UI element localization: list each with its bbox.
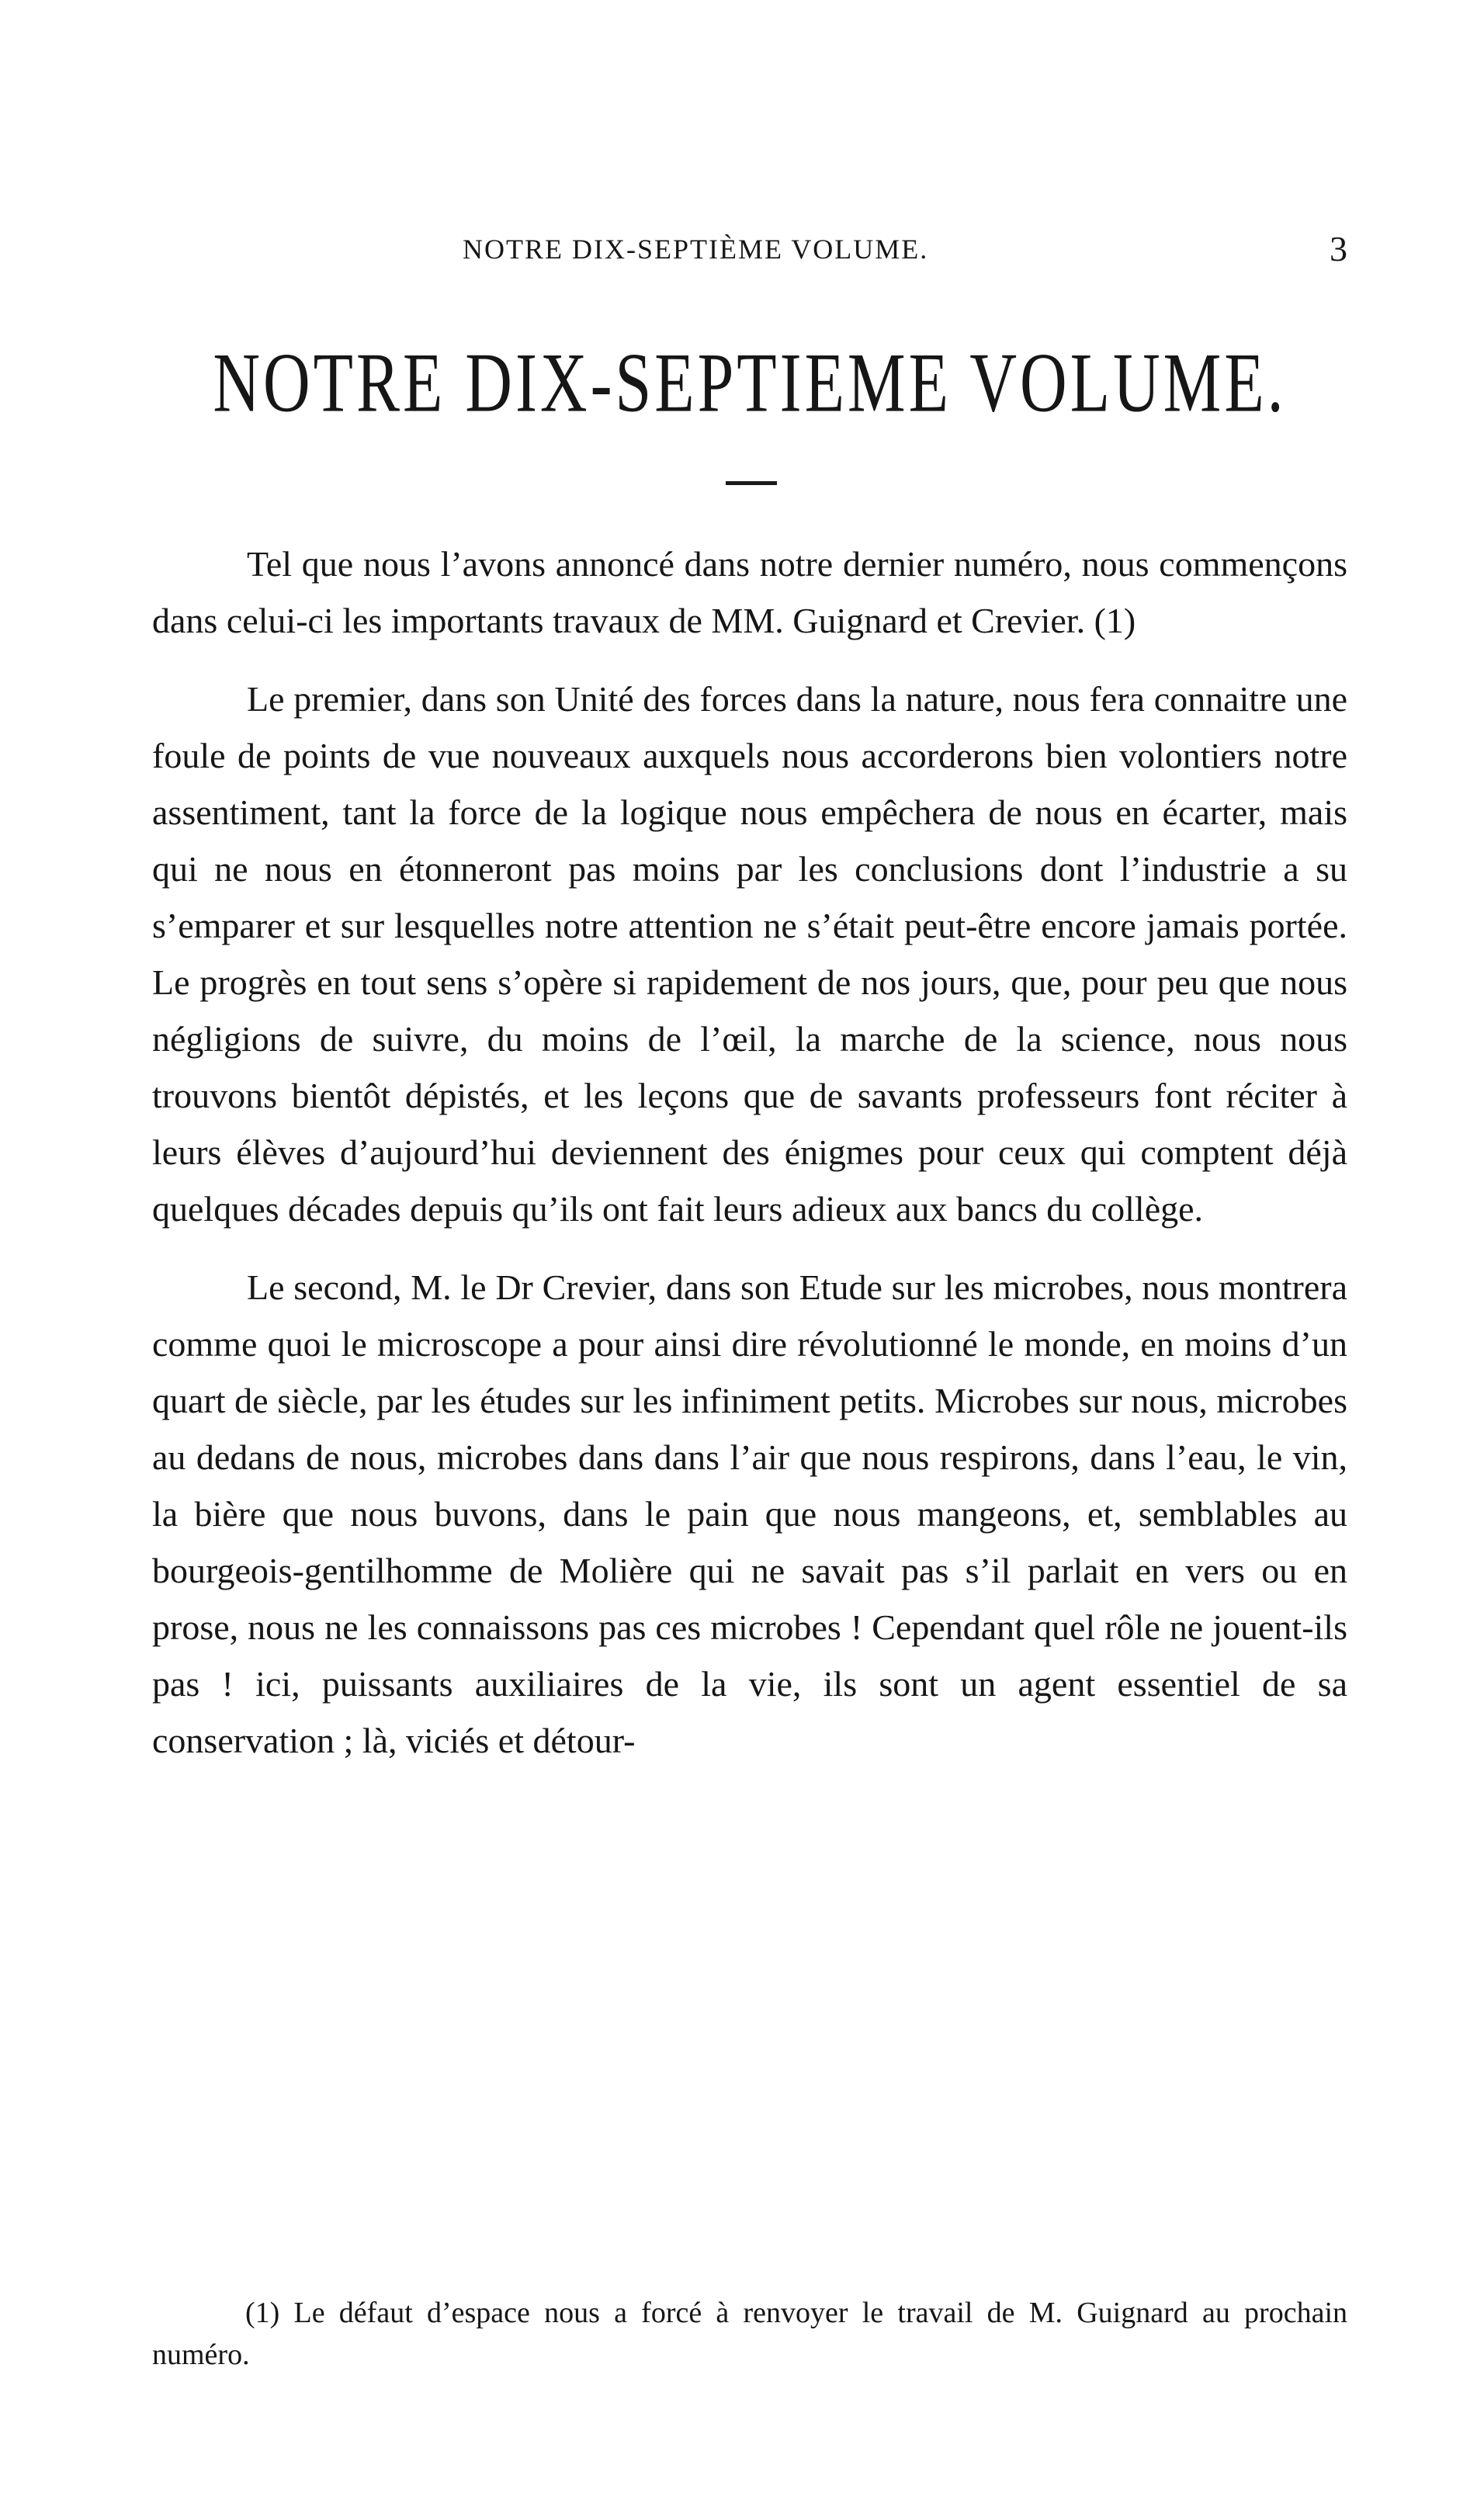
running-head-title: NOTRE DIX-SEPTIÈME VOLUME. <box>463 234 929 265</box>
running-head <box>152 229 1347 279</box>
paragraph-1: Tel que nous l’avons annoncé dans notre dernier numéro, nous commençons dans celui-ci les importants travaux de MM. Guignard et Crevier. (1) <box>152 544 1347 640</box>
title-rule <box>726 481 777 485</box>
paragraph-2: Le premier, dans son Unité des forces dans la nature, nous fera connaitre une foule de points de vue nouveaux auxquels nous accorderons bien volontiers notre assentiment, tant la force de la logique nous empêchera de nous en écarter, mais qui ne nous en étonneront pas moins par les conclusions dont l’industrie a su s’emparer et sur lesquelles notre attention ne s’était peut-être encore jamais portée. Le progrès en tout sens s’opère si rapidement de nos jours, que, pour peu que nous négligions de suivre, du moins de l’œil, la marche de la science, nous nous trouvons bientôt dépistés, et les leçons que de savants professeurs font réciter à leurs élèves d’aujourd’hui deviennent des énigmes pour ceux qui comptent déjà quelques décades depuis qu’ils ont fait leurs adieux aux bancs du collège. <box>152 679 1347 1229</box>
page-number: 3 <box>1330 229 1347 269</box>
footnote: (1) Le défaut d’espace nous a forcé à renvoyer le travail de M. Guignard au prochain numéro. <box>152 2297 1347 2371</box>
article-title: NOTRE DIX-SEPTIEME VOLUME. <box>213 336 1287 431</box>
paragraph-3: Le second, M. le Dr Crevier, dans son Etude sur les microbes, nous montrera comme quoi le microscope a pour ainsi dire révolutionné le monde, en moins d’un quart de siècle, par les études sur les infiniment petits. Microbes sur nous, microbes au dedans de nous, microbes dans dans l’air que nous respirons, dans l’eau, le vin, la bière que nous buvons, dans le pain que nous mangeons, et, semblables au bourgeois-gentilhomme de Molière qui ne savait pas s’il parlait en vers ou en prose, nous ne les connaissons pas ces microbes ! Cependant quel rôle ne jouent-ils pas ! ici, puissants auxiliaires de la vie, ils sont un agent essentiel de sa conservation ; là, viciés et détour- <box>152 1267 1347 1760</box>
article-body <box>152 536 1347 1791</box>
